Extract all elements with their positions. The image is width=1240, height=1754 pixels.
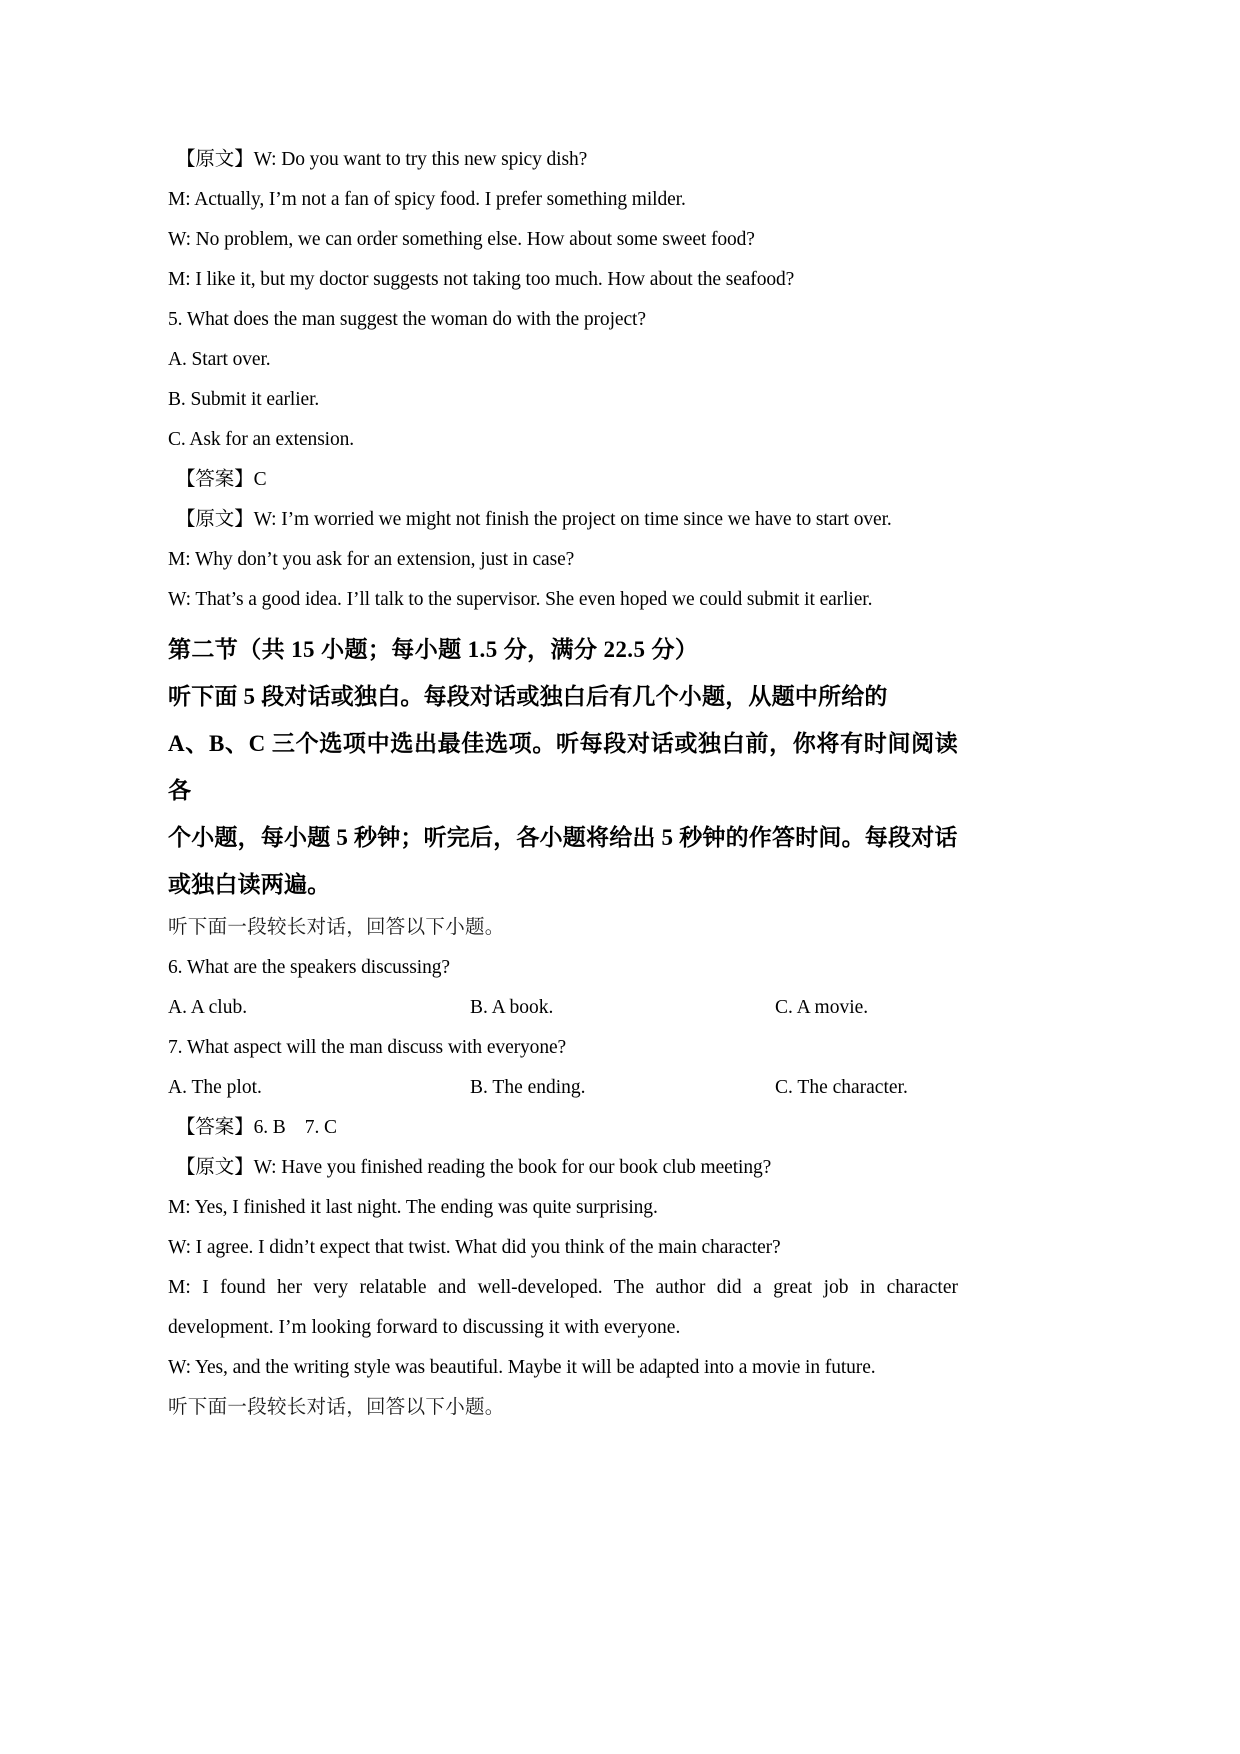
question-67-transcript-m1: M: Yes, I finished it last night. The ending was quite surprising.: [168, 1197, 658, 1218]
question-67-transcript-w3: W: Yes, and the writing style was beautiful. Maybe it will be adapted into a movie in future.: [168, 1357, 876, 1378]
transcript-line-q4-w1: 【原文】W: Do you want to try this new spicy dish?: [176, 149, 588, 170]
question-67-transcript-w1: 【原文】W: Have you finished reading the book for our book club meeting?: [176, 1157, 772, 1178]
question-6-option-c: C. A movie.: [775, 997, 869, 1018]
question-7-options: [168, 1068, 958, 1108]
question-7-option-c: C. The character.: [775, 1077, 908, 1098]
question-5-option-a: A. Start over.: [168, 349, 271, 370]
question-5-transcript-m1: M: Why don’t you ask for an extension, just in case?: [168, 549, 575, 570]
question-7-stem: 7. What aspect will the man discuss with everyone?: [168, 1037, 567, 1058]
listening-note-1: 听下面一段较长对话，回答以下小题。: [168, 917, 505, 938]
question-7-option-a: A. The plot.: [168, 1077, 262, 1098]
question-6-option-a: A. A club.: [168, 997, 248, 1018]
section-two-instruction-line-2: A、B、C 三个选项中选出最佳选项。听每段对话或独白前，你将有时间阅读各: [168, 731, 958, 803]
question-67-answer: 【答案】6. B 7. C: [176, 1117, 337, 1138]
question-5-answer: 【答案】C: [176, 469, 267, 490]
transcript-line-q4-w2: W: No problem, we can order something else. How about some sweet food?: [168, 229, 755, 250]
section-two-instruction-line-4: 或独白读两遍。: [168, 872, 331, 897]
question-67-transcript-m2: M: I found her very relatable and well-developed. The author did a great job in character development. I’m looking forward to discussing it with everyone.: [168, 1277, 958, 1338]
question-6-stem: 6. What are the speakers discussing?: [168, 957, 450, 978]
section-two-instruction-line-3: 个小题，每小题 5 秒钟；听完后，各小题将给出 5 秒钟的作答时间。每段对话: [168, 825, 958, 850]
question-5-option-c: C. Ask for an extension.: [168, 429, 355, 450]
transcript-line-q4-m2: M: I like it, but my doctor suggests not taking too much. How about the seafood?: [168, 269, 795, 290]
question-7-option-b: B. The ending.: [470, 1077, 586, 1098]
section-two-instruction-line-1: 听下面 5 段对话或独白。每段对话或独白后有几个小题，从题中所给的: [168, 684, 888, 709]
question-5-transcript-w1: 【原文】W: I’m worried we might not finish the project on time since we have to start over.: [176, 509, 892, 530]
question-6-options: [168, 988, 958, 1028]
page-content: [168, 140, 958, 1428]
question-67-transcript-w2: W: I agree. I didn’t expect that twist. What did you think of the main character?: [168, 1237, 781, 1258]
question-5-option-b: B. Submit it earlier.: [168, 389, 320, 410]
question-6-option-b: B. A book.: [470, 997, 554, 1018]
question-5-stem: 5. What does the man suggest the woman do with the project?: [168, 309, 646, 330]
transcript-line-q4-m1: M: Actually, I’m not a fan of spicy food. I prefer something milder.: [168, 189, 686, 210]
section-two-heading: 第二节（共 15 小题；每小题 1.5 分，满分 22.5 分）: [168, 637, 699, 662]
listening-note-2: 听下面一段较长对话，回答以下小题。: [168, 1397, 505, 1418]
question-5-transcript-w2: W: That’s a good idea. I’ll talk to the supervisor. She even hoped we could submit it earlier.: [168, 589, 873, 610]
